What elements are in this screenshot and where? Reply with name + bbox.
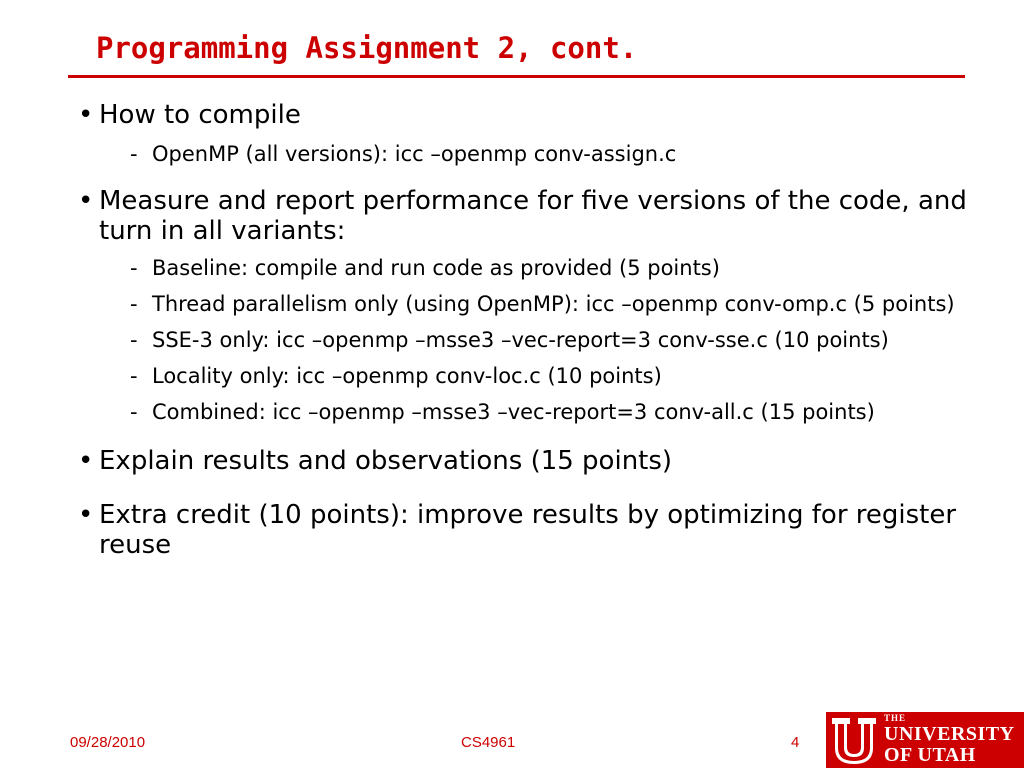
sub-bullet-text: Combined: icc –openmp –msse3 –vec-report=3 conv-all.c (15 points) [152, 400, 875, 424]
bullet-item [78, 500, 978, 560]
bullet-item [78, 186, 978, 246]
sub-bullet-item [130, 142, 978, 166]
sub-bullet-text: SSE-3 only: icc –openmp –msse3 –vec-report=3 conv-sse.c (10 points) [152, 328, 889, 352]
footer-course: CS4961 [461, 734, 516, 751]
sub-bullet-text: OpenMP (all versions): icc –openmp conv-assign.c [152, 142, 677, 166]
footer-page-number: 4 [791, 734, 800, 751]
sub-bullet-mark: - [130, 256, 138, 280]
bullet-item [78, 100, 978, 130]
logo-of-utah: OF UTAH [884, 744, 976, 766]
bullet-mark: • [78, 186, 94, 216]
bullet-text: How to compile [99, 100, 301, 130]
bullet-mark: • [78, 100, 94, 130]
sub-bullet-mark: - [130, 364, 138, 388]
sub-bullet-item [130, 400, 978, 424]
sub-bullet-mark: - [130, 400, 138, 424]
sub-bullet-item [130, 328, 978, 352]
slide-title: Programming Assignment 2, cont. [96, 31, 638, 65]
sub-bullet-mark: - [130, 142, 138, 166]
sub-bullet-item [130, 256, 978, 280]
bullet-item [78, 446, 978, 476]
sub-bullet-mark: - [130, 328, 138, 352]
bullet-text: Extra credit (10 points): improve results by optimizing for register reuse [99, 500, 957, 560]
sub-bullet-item [130, 364, 978, 388]
university-logo [826, 712, 1024, 768]
bullet-text: Measure and report performance for five versions of the code, and turn in all variants: [99, 186, 967, 246]
sub-bullet-item [130, 292, 978, 316]
bullet-text: Explain results and observations (15 points) [99, 446, 673, 476]
logo-wordmark [884, 714, 1015, 765]
bullet-mark: • [78, 446, 94, 476]
logo-university: UNIVERSITY [884, 723, 1015, 745]
slide-body [78, 100, 978, 560]
sub-bullet-text: Locality only: icc –openmp conv-loc.c (10 points) [152, 364, 662, 388]
university-of-utah-block-u-icon [826, 712, 882, 768]
sub-bullet-mark: - [130, 292, 138, 316]
logo-the: THE [884, 713, 907, 723]
footer-date: 09/28/2010 [70, 734, 146, 751]
sub-bullet-text: Baseline: compile and run code as provided (5 points) [152, 256, 720, 280]
sub-bullet-text: Thread parallelism only (using OpenMP): icc –openmp conv-omp.c (5 points) [152, 292, 955, 316]
bullet-mark: • [78, 500, 94, 530]
title-underline [68, 75, 965, 78]
